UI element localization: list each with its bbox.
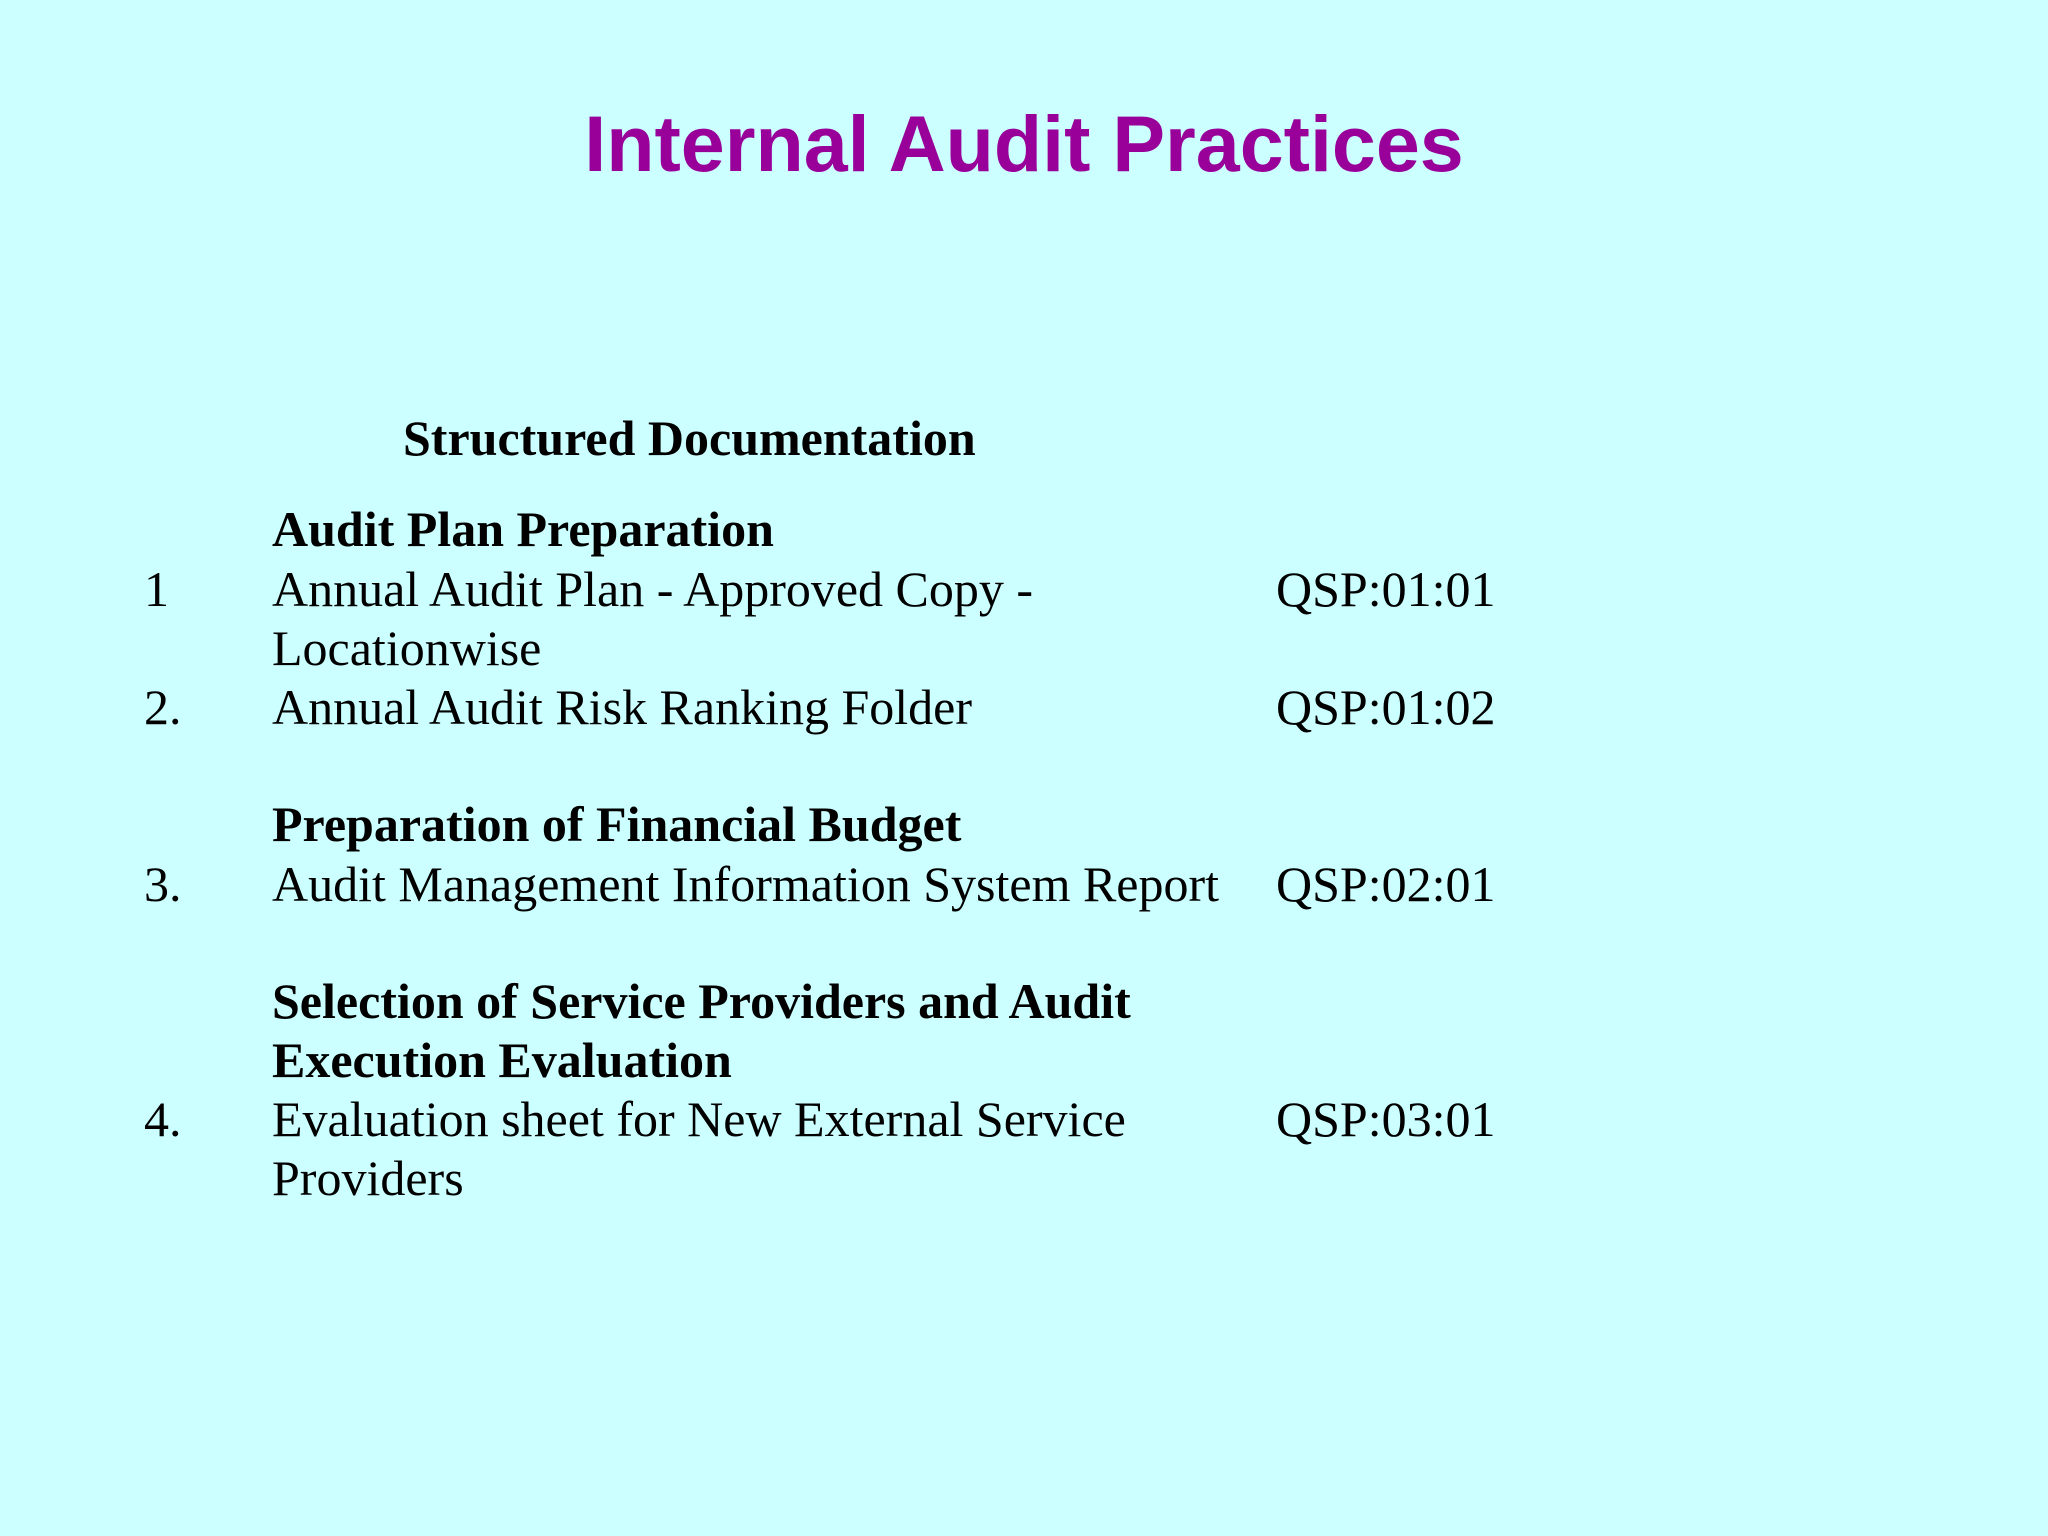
item-number: 1 [144, 561, 169, 617]
item-code: QSP:03:01 [1276, 1091, 1496, 1147]
section-heading-line: Execution Evaluation [272, 1032, 732, 1088]
item-description-line: Annual Audit Plan - Approved Copy - [272, 561, 1034, 617]
slide-title: Internal Audit Practices [584, 99, 1464, 188]
item-description-line: Annual Audit Risk Ranking Folder [272, 679, 972, 735]
item-description-line: Audit Management Information System Report [272, 856, 1220, 912]
section-heading: Preparation of Financial Budget [272, 796, 962, 852]
item-code: QSP:01:02 [1276, 679, 1496, 735]
item-description-line: Evaluation sheet for New External Service [272, 1091, 1126, 1147]
item-description-line: Locationwise [272, 620, 542, 676]
section-heading-line: Selection of Service Providers and Audit [272, 973, 1131, 1029]
item-number: 3. [144, 856, 182, 912]
section-subtitle: Structured Documentation [403, 410, 976, 466]
item-code: QSP:01:01 [1276, 561, 1496, 617]
item-number: 4. [144, 1091, 182, 1147]
section-heading [272, 972, 1252, 1090]
item-description [272, 1090, 1252, 1208]
item-code: QSP:02:01 [1276, 856, 1496, 912]
item-description-line: Providers [272, 1150, 464, 1206]
item-description [272, 560, 1252, 678]
section-heading: Audit Plan Preparation [272, 501, 774, 557]
item-number: 2. [144, 679, 182, 735]
item-description [272, 855, 1252, 914]
item-description [272, 678, 1252, 737]
